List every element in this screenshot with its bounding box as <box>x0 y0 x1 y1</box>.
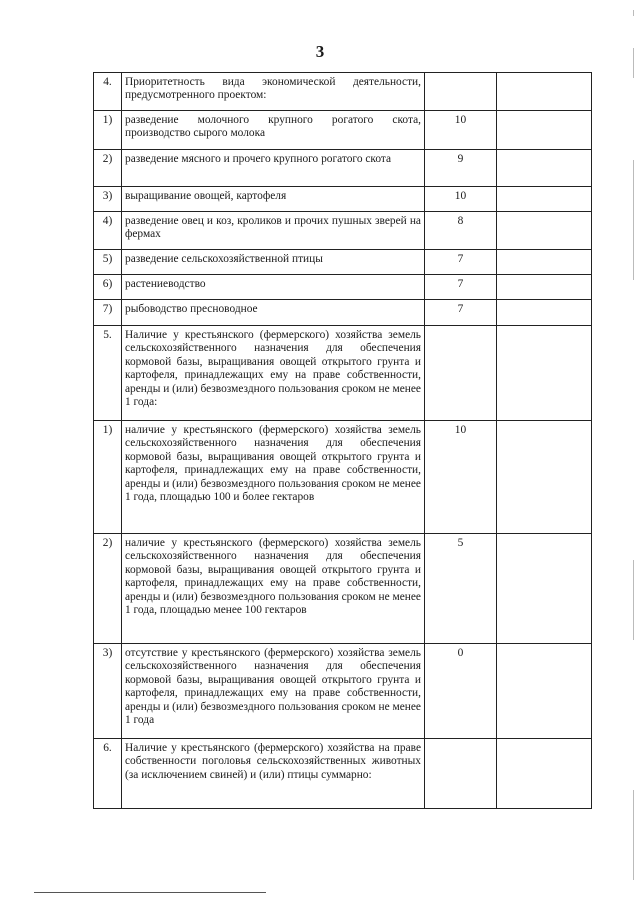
score-value: 8 <box>425 212 497 250</box>
score-value: 9 <box>425 150 497 187</box>
empty-cell <box>497 212 592 250</box>
criteria-row <box>94 326 592 421</box>
row-number: 1) <box>94 111 122 150</box>
criteria-row <box>94 421 592 534</box>
score-value: 7 <box>425 250 497 275</box>
score-value: 7 <box>425 300 497 326</box>
criteria-row <box>94 212 592 250</box>
empty-cell <box>497 534 592 644</box>
criteria-row <box>94 534 592 644</box>
criterion-text: Наличие у крестьянского (фермерского) хозяйства земель сельскохозяйственного назначения для обеспечения кормовой базы, выращивания овощей открытого грунта и картофеля, принадлежащих ему на праве собственности, аренды и (или) безвозмездного пользования сроком не менее 1 года: <box>122 326 425 421</box>
row-number: 3) <box>94 644 122 739</box>
score-value: 10 <box>425 111 497 150</box>
row-number: 2) <box>94 534 122 644</box>
empty-cell <box>497 421 592 534</box>
criteria-table <box>93 72 592 809</box>
empty-cell <box>497 739 592 809</box>
criteria-row <box>94 644 592 739</box>
criteria-row <box>94 187 592 212</box>
empty-cell <box>497 300 592 326</box>
page-number: 3 <box>315 42 325 61</box>
score-value <box>425 73 497 111</box>
score-value <box>425 739 497 809</box>
criteria-row <box>94 250 592 275</box>
row-number: 1) <box>94 421 122 534</box>
row-number: 5. <box>94 326 122 421</box>
score-value: 7 <box>425 275 497 300</box>
empty-cell <box>497 150 592 187</box>
empty-cell <box>497 73 592 111</box>
criterion-text: растениеводство <box>122 275 425 300</box>
score-value: 10 <box>425 187 497 212</box>
criterion-text: разведение мясного и прочего крупного рогатого скота <box>122 150 425 187</box>
criteria-table-body <box>94 73 592 809</box>
score-value <box>425 326 497 421</box>
scan-edge-mark <box>633 790 634 880</box>
criterion-text: Наличие у крестьянского (фермерского) хозяйства на праве собственности поголовья сельскохозяйственных животных (за исключением свиней) и (или) птицы суммарно: <box>122 739 425 809</box>
empty-cell <box>497 326 592 421</box>
row-number: 6. <box>94 739 122 809</box>
footer-rule <box>34 892 266 893</box>
row-number: 4. <box>94 73 122 111</box>
criteria-row <box>94 739 592 809</box>
criterion-text: разведение овец и коз, кроликов и прочих пушных зверей на фермах <box>122 212 425 250</box>
criterion-text: наличие у крестьянского (фермерского) хозяйства земель сельскохозяйственного назначения для обеспечения кормовой базы, выращивания овощей открытого грунта и картофеля, принадлежащих ему на праве собственности, аренды и (или) безвозмездного пользования сроком не менее 1 года, площадью менее 100 гектаров <box>122 534 425 644</box>
criterion-text: отсутствие у крестьянского (фермерского) хозяйства земель сельскохозяйственного назначения для обеспечения кормовой базы, выращивания овощей открытого грунта и картофеля, принадлежащих ему на праве собственности, аренды и (или) безвозмездного пользования сроком не менее 1 года <box>122 644 425 739</box>
empty-cell <box>497 187 592 212</box>
row-number: 2) <box>94 150 122 187</box>
scan-edge-mark <box>633 560 634 640</box>
empty-cell <box>497 644 592 739</box>
criterion-text: наличие у крестьянского (фермерского) хозяйства земель сельскохозяйственного назначения для обеспечения кормовой базы, выращивания овощей открытого грунта и картофеля, принадлежащих ему на праве собственности, аренды и (или) безвозмездного пользования сроком не менее 1 года, площадью 100 и более гектаров <box>122 421 425 534</box>
criteria-row <box>94 150 592 187</box>
criteria-row <box>94 275 592 300</box>
score-value: 5 <box>425 534 497 644</box>
scan-edge-mark <box>633 10 634 16</box>
criterion-text: разведение молочного крупного рогатого скота, производство сырого молока <box>122 111 425 150</box>
row-number: 3) <box>94 187 122 212</box>
criteria-row <box>94 73 592 111</box>
criterion-text: рыбоводство пресноводное <box>122 300 425 326</box>
row-number: 7) <box>94 300 122 326</box>
scan-edge-mark <box>633 48 634 78</box>
empty-cell <box>497 111 592 150</box>
row-number: 5) <box>94 250 122 275</box>
score-value: 0 <box>425 644 497 739</box>
empty-cell <box>497 275 592 300</box>
criteria-row <box>94 111 592 150</box>
empty-cell <box>497 250 592 275</box>
criteria-row <box>94 300 592 326</box>
score-value: 10 <box>425 421 497 534</box>
row-number: 4) <box>94 212 122 250</box>
row-number: 6) <box>94 275 122 300</box>
criterion-text: Приоритетность вида экономической деятельности, предусмотренного проектом: <box>122 73 425 111</box>
scan-edge-mark <box>633 160 634 280</box>
criterion-text: разведение сельскохозяйственной птицы <box>122 250 425 275</box>
criterion-text: выращивание овощей, картофеля <box>122 187 425 212</box>
